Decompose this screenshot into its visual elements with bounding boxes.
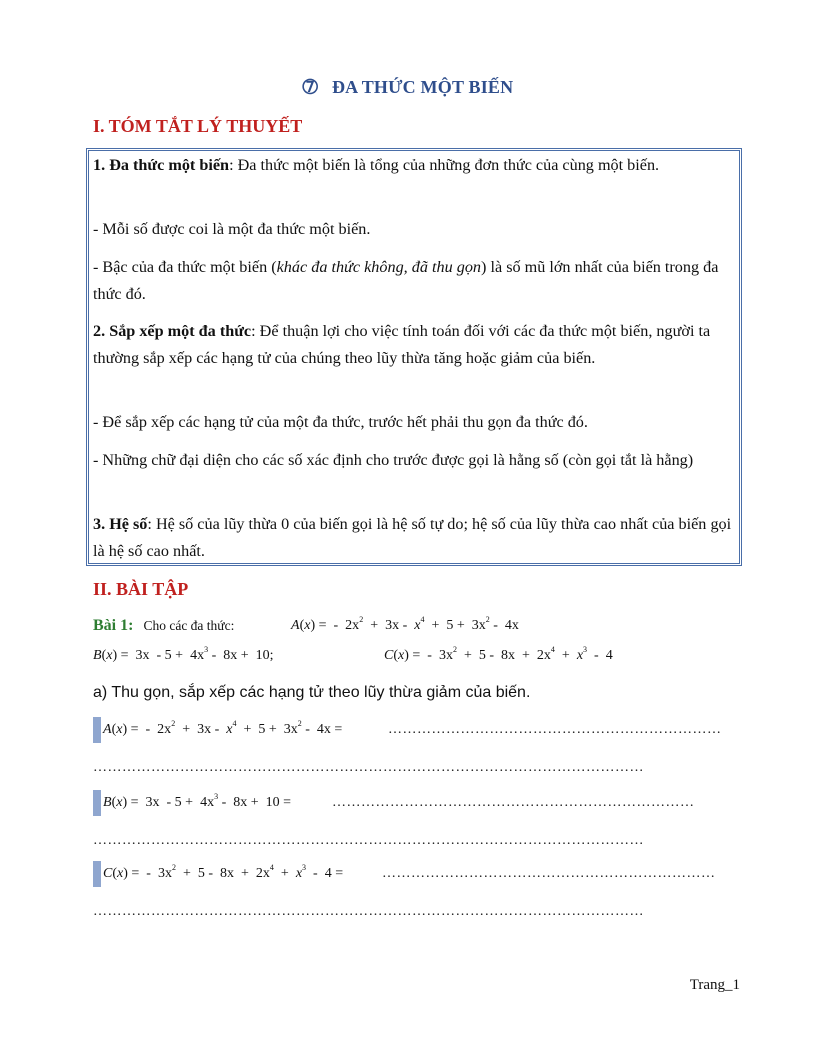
answer-A-blank-line[interactable]: …………………………………………………………………………………………………… <box>93 760 644 775</box>
answer-A-expression: A(x) = - $2x^2 + 3x - x^4 + 5 + 3x^2 - 4x$ = <box>103 719 343 737</box>
circled-seven-icon: ➆ <box>302 77 318 97</box>
theory-paragraph-2: - Mỗi số được coi là một đa thức một biến. <box>93 220 371 238</box>
section-heading-theory: I. TÓM TẮT LÝ THUYẾT <box>93 116 303 136</box>
exercise-1-header <box>93 617 234 635</box>
answer-B-blank-line[interactable]: …………………………………………………………………………………………………… <box>93 833 644 848</box>
term-coefficient: 3. Hệ số <box>93 515 148 533</box>
theory-text: : Hệ số của lũy thừa 0 của biến gọi là hệ số tự do; hệ số của lũy thừa cao nhất của biến gọi là hệ số cao nhất. <box>93 515 732 560</box>
answer-B-blank[interactable]: ………………………………………………………………… <box>332 795 695 810</box>
page-title-text: ĐA THỨC MỘT BIẾN <box>331 77 514 97</box>
highlight-marker <box>93 717 101 743</box>
polynomial-B-definition: $B(x) = 3x - 5 + 4x^3 - 8x + 10$; <box>93 645 274 663</box>
exercise-intro: Cho các đa thức: <box>143 618 235 633</box>
theory-text: : Để thuận lợi cho việc tính toán đối với các đa thức một biến, người ta thường sắp xếp các hạng tử của chúng theo lũy thừa tăng hoặc giảm của biến. <box>93 322 711 367</box>
highlight-marker <box>93 861 101 887</box>
theory-italic-note: khác đa thức không, đã thu gọn <box>276 258 482 276</box>
answer-C-expression: C(x) = - $3x^2 + 5 - 8x + 2x^4 + x^3 - 4$ = <box>103 863 344 881</box>
answer-A-blank[interactable]: …………………………………………………………… <box>388 722 722 737</box>
theory-paragraph-4 <box>93 318 743 371</box>
theory-paragraph-1 <box>93 152 743 179</box>
theory-text: ) là số mũ lớn nhất của biến trong đa thức đó. <box>93 258 719 303</box>
answer-C-blank[interactable]: …………………………………………………………… <box>382 866 716 881</box>
theory-paragraph-3 <box>93 254 743 307</box>
term-sorting: 2. Sắp xếp một đa thức <box>93 322 252 340</box>
page-title <box>0 77 816 98</box>
term-polynomial: 1. Đa thức một biến <box>93 156 230 174</box>
section-heading-exercises: II. BÀI TẬP <box>93 579 189 599</box>
page-number: Trang_1 <box>689 977 740 993</box>
exercise-label: Bài 1: <box>93 617 134 634</box>
question-a: a) Thu gọn, sắp xếp các hạng tử theo lũy thừa giảm của biến. <box>93 684 531 701</box>
polynomial-A-definition: A(x) = - $2x^2 + 3x - x^4 + 5 + 3x^2 - 4x$ <box>291 615 519 633</box>
theory-text: - Bậc của đa thức một biến ( <box>93 258 277 276</box>
theory-paragraph-7 <box>93 511 743 564</box>
theory-text: : Đa thức một biến là tổng của những đơn thức của cùng một biến. <box>229 156 660 174</box>
theory-paragraph-5: - Để sắp xếp các hạng tử của một đa thức, trước hết phải thu gọn đa thức đó. <box>93 413 588 431</box>
answer-C-blank-line[interactable]: …………………………………………………………………………………………………… <box>93 904 644 919</box>
answer-B-expression: $B(x) = 3x - 5 + 4x^3 - 8x + 10$ = <box>103 792 292 810</box>
highlight-marker <box>93 790 101 816</box>
polynomial-C-definition: C(x) = - $3x^2 + 5 - 8x + 2x^4 + x^3 - 4$ <box>384 645 613 663</box>
theory-paragraph-6: - Những chữ đại diện cho các số xác định cho trước được gọi là hằng số (còn gọi tắt là hằng) <box>93 451 694 469</box>
